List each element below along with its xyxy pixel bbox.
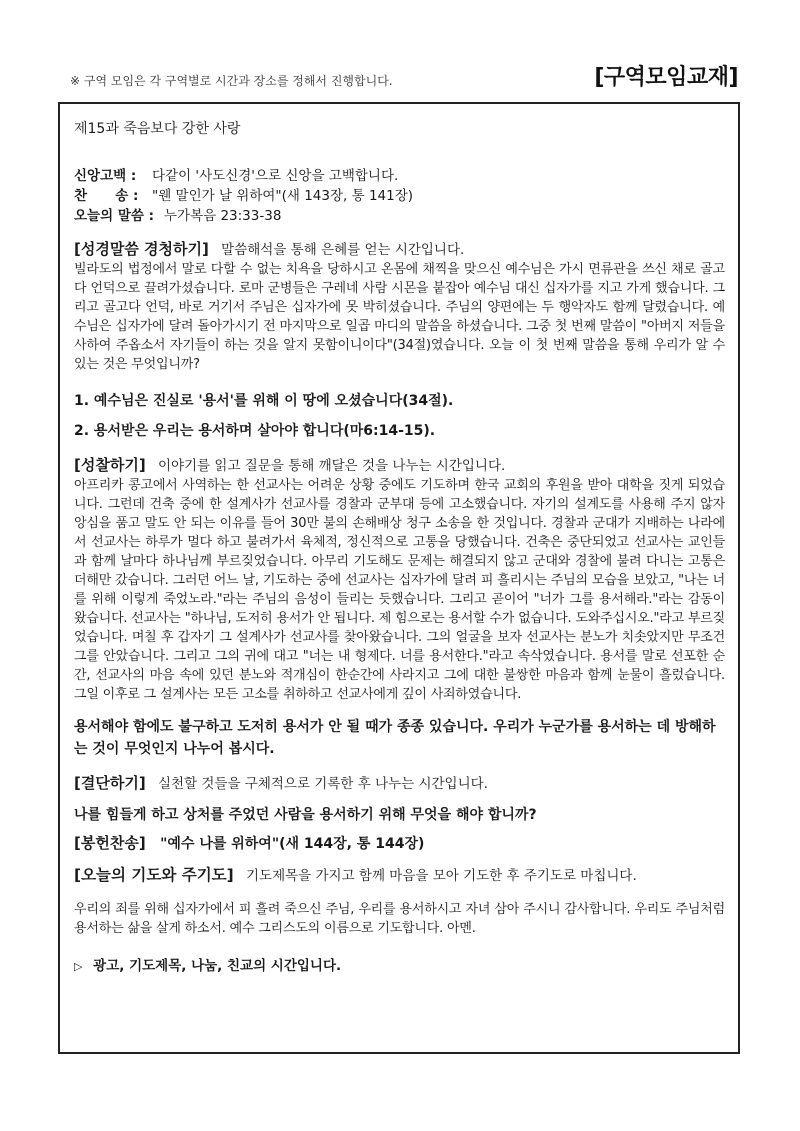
info-row-confession (74, 166, 725, 186)
scripture-point-2: 2. 용서받은 우리는 용서하며 살아야 합니다(마6:14-15). (74, 423, 436, 439)
reflection-heading (74, 455, 725, 476)
prayer-heading (74, 865, 725, 886)
header-note: ※ 구역 모임은 각 구역별로 시간과 장소를 정해서 진행합니다. (70, 74, 393, 88)
lesson-info (74, 166, 725, 226)
offering-tag: [봉헌찬송] (74, 834, 146, 852)
offering-hymn (74, 832, 725, 855)
lesson-box (58, 102, 740, 1054)
scripture-desc: 말씀해석을 통해 은혜를 얻는 시간입니다. (221, 242, 465, 258)
info-row-scripture (74, 206, 725, 226)
info-row-hymn (74, 186, 725, 206)
scripture-heading (74, 239, 725, 260)
reflection-tag: [성찰하기] (74, 456, 146, 474)
scripture-body: 빌라도의 법정에서 말로 다할 수 없는 치욕을 당하시고 온몸에 채찍을 맞으신 예수님은 가시 면류관을 쓰신 채로 골고다 언덕으로 끌려가셨습니다. 로마 군병들은 구레네 사람 시몬을 붙잡아 예수님 대신 십자가를 지고 가게 했습니다. 그리고 골고다 언덕, 바로 거기서 주님은 십자가에 못 박히셨습니다. 주님의 양편에는 두 행악자도 함께 달렸습니다. 예수님은 십자가에 달려 돌아가시기 전 마지막으로 일곱 마디의 말씀을 하셨습니다. 그중 첫 번째 말씀이 "아버지 저들을 사하여 주옵소서 자기들이 하는 것을 알지 못함이니이다"(34절)였습니다. 오늘 이 첫 번째 말씀을 통해 우리가 알 수 있는 것은 무엇입니까? (74, 262, 725, 372)
offering-value: "예수 나를 위하여"(새 144장, 통 144장) (160, 836, 425, 852)
info-key: 신앙고백 : (74, 168, 137, 184)
prayer-body: 우리의 죄를 위해 십자가에서 피 흘려 죽으신 주님, 우리를 용서하시고 자녀 삼아 주시니 감사합니다. 우리도 주님처럼 용서하는 삶을 살게 하소서. 예수 그리스도의 이름으로 기도합니다. 아멘. (74, 902, 725, 936)
decision-heading (74, 773, 725, 794)
info-key: 오늘의 말씀 : (74, 208, 155, 224)
prayer-desc: 기도제목을 가지고 함께 마음을 모아 기도한 후 주기도로 마칩니다. (246, 868, 637, 884)
lesson-title: 제15과 죽음보다 강한 사랑 (74, 121, 241, 137)
scripture-point-1: 1. 예수님은 진실로 '용서'를 위해 이 땅에 오셨습니다(34절). (74, 393, 454, 409)
triangle-marker-icon: ▷ (74, 960, 83, 973)
reflection-body: 아프리카 콩고에서 사역하는 한 선교사는 어려운 상황 중에도 기도하며 한국 교회의 후원을 받아 대학을 짓게 되었습니다. 그런데 건축 중에 한 설계사가 선교사를 경찰과 군부대 등에 고소했습니다. 자기의 설계도를 사용해 주지 않자 앙심을 품고 말도 안 되는 이유를 들어 30만 불의 손해배상 청구 소송을 한 것입니다. 경찰과 군대가 지배하는 나라에서 선교사는 하루가 멀다 하고 불려가서 육체적, 정신적으로 고통을 당했습니다. 건축은 중단되었고 선교사는 교인들과 함께 날마다 하나님께 부르짖었습니다. 아무리 기도해도 문제는 해결되지 않고 군대와 경찰에 불려 다니는 고통은 더해만 갔습니다. 그러던 어느 날, 기도하는 중에 선교사는 십자가에 달려 피 흘리시는 주님의 모습을 보았고, "나는 너를 위해 이렇게 죽었노라."라는 주님의 음성이 들리는 듯했습니다. 그리고 곧이어 "너가 그를 용서해라."라는 감동이 왔습니다. 선교사는 "하나님, 도저히 용서가 안 됩니다. 제 힘으로는 용서할 수가 없습니다. 도와주십시오."라고 부르짖었습니다. 며칠 후 갑자기 그 설계사가 선교사를 찾아왔습니다. 그의 얼굴을 보자 선교사는 분노가 치솟았지만 무조건 그를 안았습니다. 그리고 그의 귀에 대고 "너는 내 형제다. 너를 용서한다."라고 속삭였습니다. 용서를 말로 선포한 순간, 선교사의 마음 속에 있던 분노와 적개심이 한순간에 사라지고 그에 대한 불쌍한 마음과 함께 눈물이 흘렀습니다. 그일 이후로 그 설계사는 모든 고소를 취하하고 선교사에게 깊이 사죄하였습니다. (74, 478, 725, 702)
decision-desc: 실천할 것들을 구체적으로 기록한 후 나누는 시간입니다. (157, 776, 488, 792)
info-value: 누가복음 23:33-38 (164, 208, 282, 224)
info-value: "웬 말인가 날 위하여"(새 143장, 통 141장) (152, 188, 414, 204)
brand-title: [구역모임교재] (594, 65, 738, 90)
scripture-tag: [성경말씀 경청하기] (74, 240, 209, 258)
reflection-desc: 이야기를 읽고 질문을 통해 깨달은 것을 나누는 시간입니다. (157, 458, 506, 474)
info-value: 다같이 '사도신경'으로 신앙을 고백합니다. (152, 168, 399, 184)
closing-text: 광고, 기도제목, 나눔, 친교의 시간입니다. (93, 958, 342, 974)
reflection-question: 용서해야 함에도 불구하고 도저히 용서가 안 될 때가 종종 있습니다. 우리가 누군가를 용서하는 데 방해하는 것이 무엇인지 나누어 봅시다. (74, 719, 716, 757)
info-key: 찬 송 : (74, 188, 139, 204)
closing-note (74, 954, 725, 974)
decision-question: 나를 힘들게 하고 상처를 주었던 사람을 용서하기 위해 무엇을 해야 합니까? (74, 807, 537, 823)
prayer-tag: [오늘의 기도와 주기도] (74, 866, 234, 884)
decision-tag: [결단하기] (74, 774, 146, 792)
